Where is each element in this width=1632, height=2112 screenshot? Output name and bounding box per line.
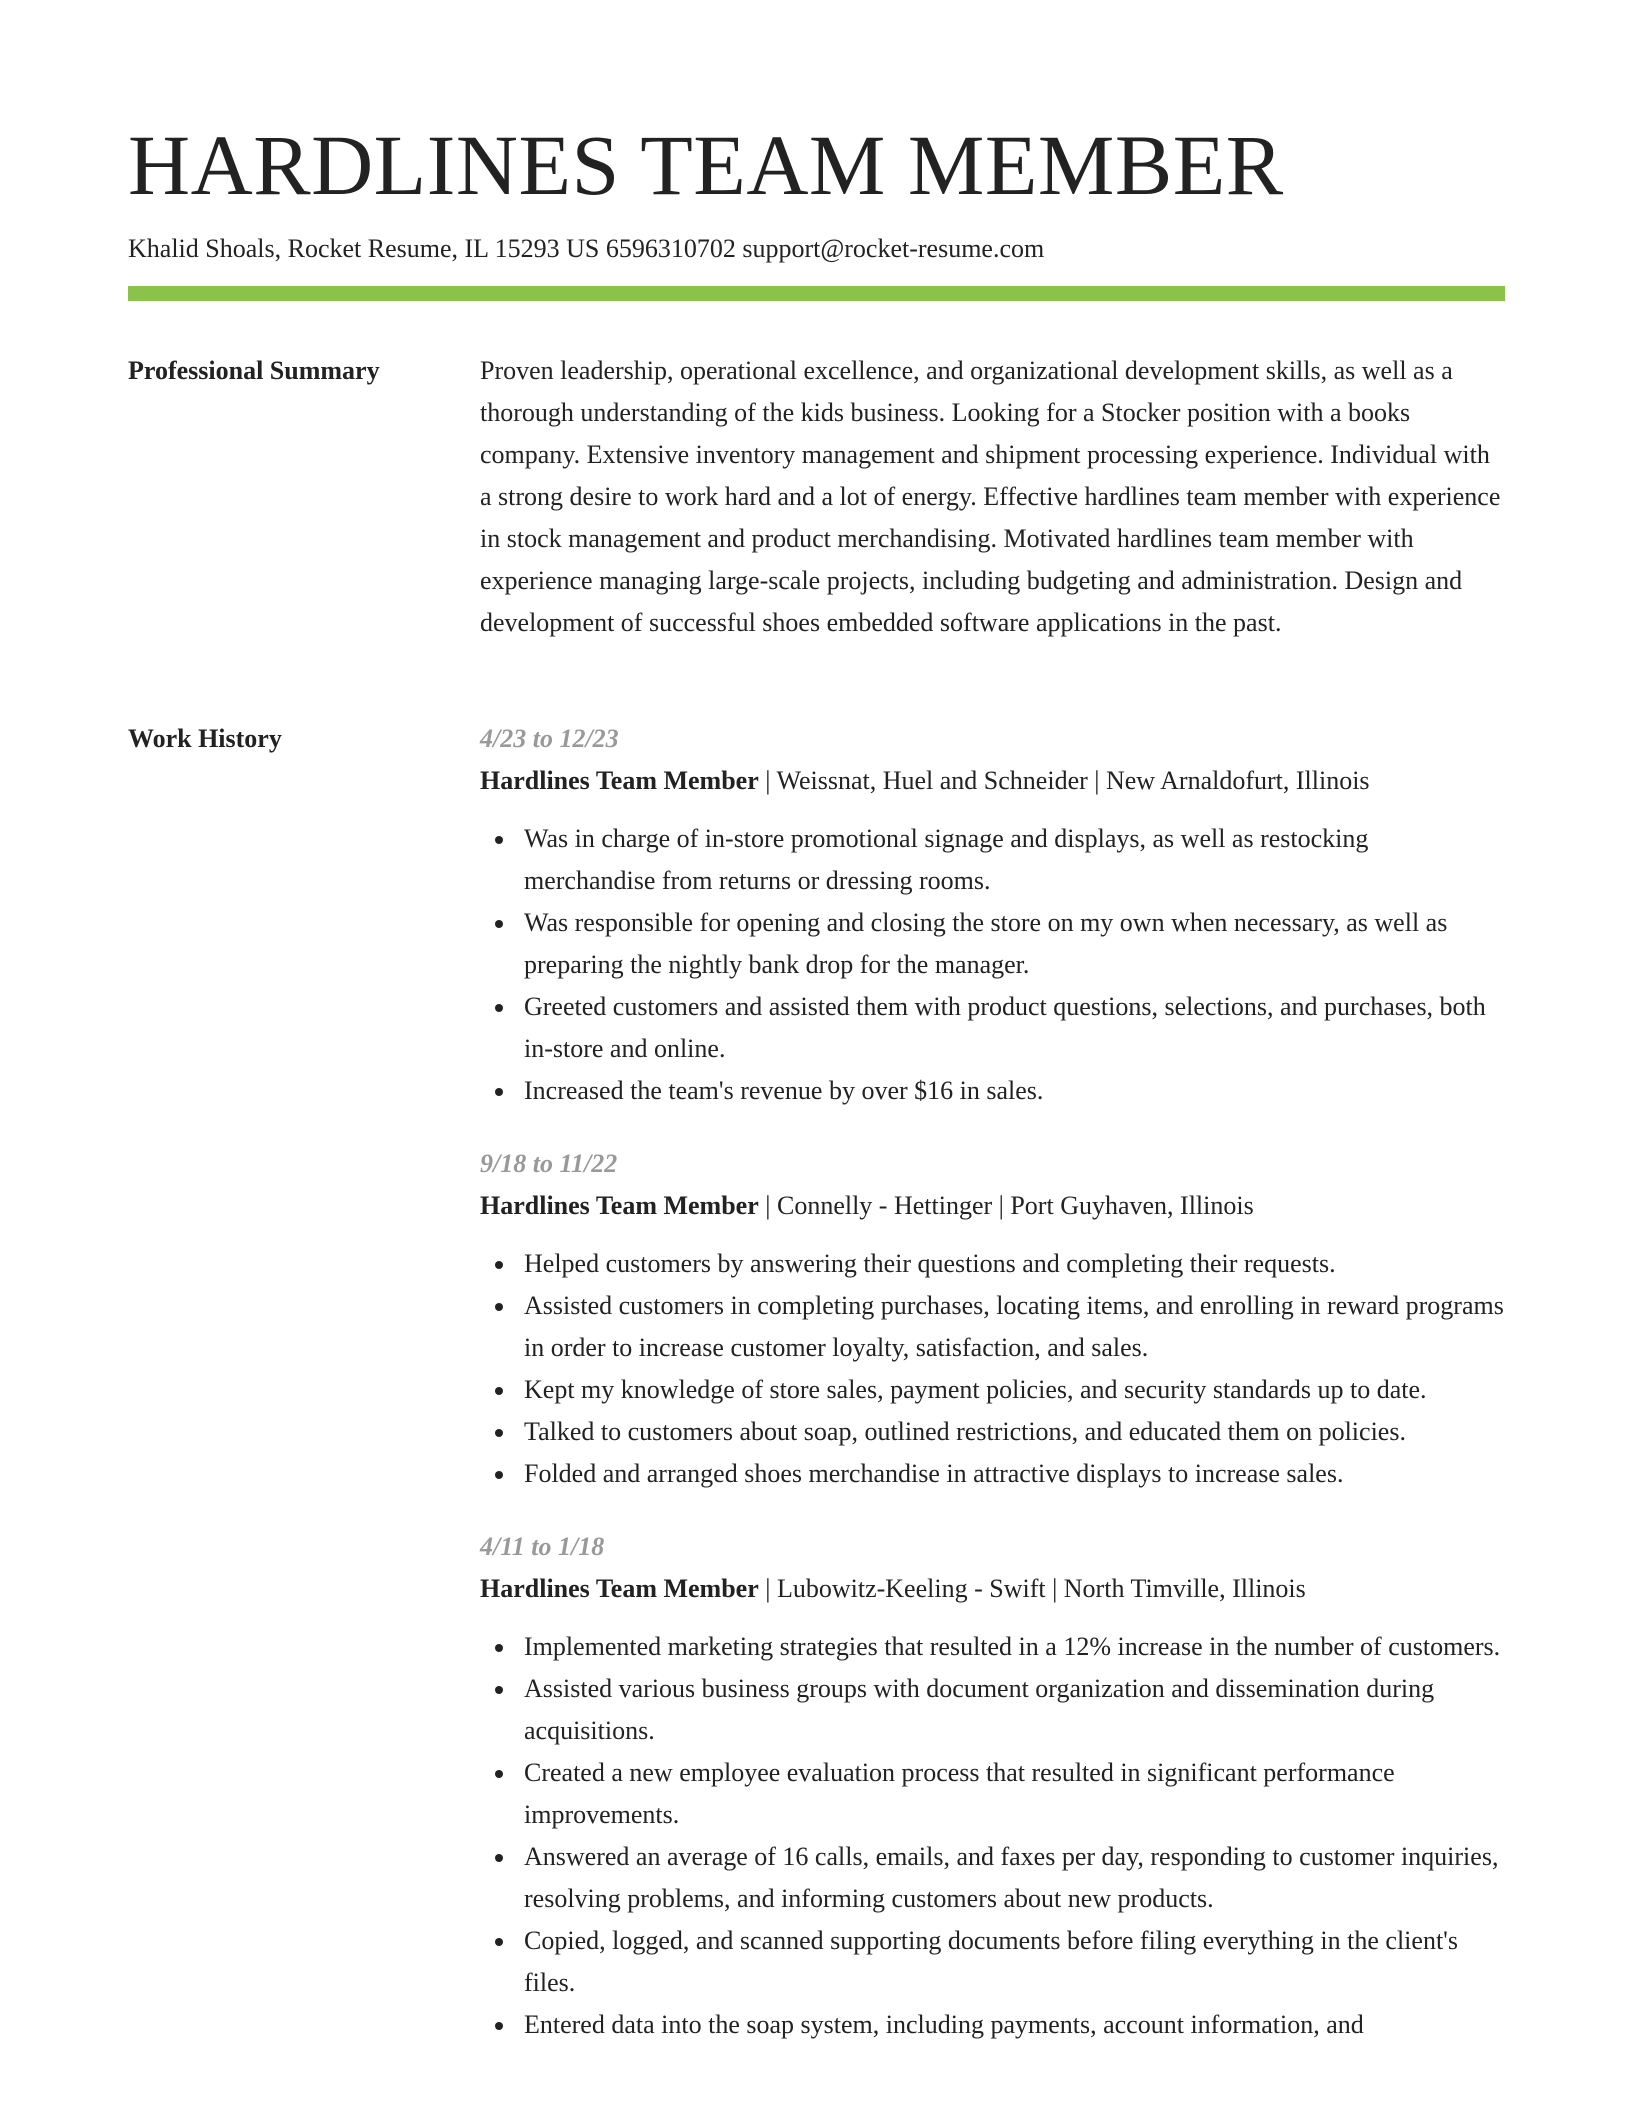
- job-bullet-text: Helped customers by answering their questions and completing their requests.: [524, 1249, 1336, 1278]
- job-bullet: [480, 1626, 1505, 1668]
- job-dates: 4/23 to 12/23: [480, 724, 619, 753]
- job-entry: [480, 718, 1505, 1112]
- job-bullet-list: [480, 818, 1505, 1112]
- job-title: Hardlines Team Member: [480, 766, 759, 795]
- job-dates: 4/11 to 1/18: [480, 1532, 605, 1561]
- job-bullet: [480, 1453, 1505, 1495]
- summary-label: Professional Summary: [128, 356, 380, 385]
- job-bullet: [480, 2004, 1505, 2046]
- bullet-icon: [495, 920, 503, 928]
- job-details: | Weissnat, Huel and Schneider | New Arnaldofurt, Illinois: [758, 766, 1370, 795]
- job-entry: [480, 1143, 1505, 1495]
- job-dates: 9/18 to 11/22: [480, 1149, 618, 1178]
- bullet-icon: [495, 1770, 503, 1778]
- job-bullet-text: Entered data into the soap system, including payments, account information, and: [524, 2010, 1364, 2039]
- job-bullet-text: Folded and arranged shoes merchandise in attractive displays to increase sales.: [524, 1459, 1344, 1488]
- job-bullet: [480, 1920, 1505, 2004]
- header-divider: [128, 286, 1505, 301]
- summary-section: [480, 350, 1505, 644]
- job-bullet: [480, 986, 1505, 1070]
- job-bullet: [480, 818, 1505, 902]
- job-bullet-text: Assisted various business groups with document organization and dissemination during acquisitions.: [524, 1674, 1435, 1745]
- bullet-icon: [495, 1854, 503, 1862]
- job-bullet: [480, 1070, 1505, 1112]
- job-bullet-text: Implemented marketing strategies that resulted in a 12% increase in the number of customers.: [524, 1632, 1501, 1661]
- job-bullet-text: Copied, logged, and scanned supporting documents before filing everything in the client's files.: [524, 1926, 1458, 1997]
- bullet-icon: [495, 1004, 503, 1012]
- job-title: Hardlines Team Member: [480, 1191, 759, 1220]
- contact-line: Khalid Shoals, Rocket Resume, IL 15293 US 6596310702 support@rocket-resume.com: [128, 234, 1045, 263]
- job-title: Hardlines Team Member: [480, 1574, 759, 1603]
- job-bullet-text: Increased the team's revenue by over $16 in sales.: [524, 1076, 1044, 1105]
- job-bullet-text: Was responsible for opening and closing the store on my own when necessary, as well as preparing the nightly bank drop for the manager.: [524, 908, 1448, 979]
- job-bullet-text: Kept my knowledge of store sales, payment policies, and security standards up to date.: [524, 1375, 1427, 1404]
- bullet-icon: [495, 1644, 503, 1652]
- job-bullet: [480, 1752, 1505, 1836]
- job-bullet-list: [480, 1626, 1505, 2046]
- work-history-section: [480, 718, 1505, 2077]
- bullet-icon: [495, 1429, 503, 1437]
- bullet-icon: [495, 836, 503, 844]
- bullet-icon: [495, 1471, 503, 1479]
- job-heading: [480, 1185, 1505, 1227]
- job-bullet: [480, 1243, 1505, 1285]
- bullet-icon: [495, 1686, 503, 1694]
- job-heading: [480, 760, 1505, 802]
- bullet-icon: [495, 1261, 503, 1269]
- work-history-label: Work History: [128, 724, 282, 753]
- job-bullet: [480, 1836, 1505, 1920]
- job-bullet: [480, 1369, 1505, 1411]
- resume-title: HARDLINES TEAM MEMBER: [128, 117, 1284, 213]
- job-bullet-text: Answered an average of 16 calls, emails, and faxes per day, responding to customer inquiries, resolving problems, and informing customers about new products.: [524, 1842, 1499, 1913]
- bullet-icon: [495, 2022, 503, 2030]
- job-entry: [480, 1526, 1505, 2046]
- bullet-icon: [495, 1088, 503, 1096]
- summary-text: Proven leadership, operational excellence, and organizational development skills, as well as a thorough understanding of the kids business. Looking for a Stocker position with a books company. Extensive inventory management and shipment processing experience. Individual with a strong desire to work hard and a lot of energy. Effective hardlines team member with experience in stock management and product merchandising. Motivated hardlines team member with experience managing large-scale projects, including budgeting and administration. Design and development of successful shoes embedded software applications in the past.: [480, 356, 1501, 637]
- job-bullet-text: Assisted customers in completing purchases, locating items, and enrolling in reward programs in order to increase customer loyalty, satisfaction, and sales.: [524, 1291, 1504, 1362]
- job-bullet: [480, 1411, 1505, 1453]
- job-bullet-text: Created a new employee evaluation process that resulted in significant performance improvements.: [524, 1758, 1395, 1829]
- job-details: | Connelly - Hettinger | Port Guyhaven, Illinois: [758, 1191, 1254, 1220]
- bullet-icon: [495, 1387, 503, 1395]
- job-bullet-text: Talked to customers about soap, outlined restrictions, and educated them on policies.: [524, 1417, 1406, 1446]
- bullet-icon: [495, 1303, 503, 1311]
- job-bullet: [480, 1668, 1505, 1752]
- job-bullet-text: Greeted customers and assisted them with product questions, selections, and purchases, both in-store and online.: [524, 992, 1486, 1063]
- job-bullet-text: Was in charge of in-store promotional signage and displays, as well as restocking merchandise from returns or dressing rooms.: [524, 824, 1369, 895]
- job-bullet: [480, 1285, 1505, 1369]
- job-bullet: [480, 902, 1505, 986]
- job-details: | Lubowitz-Keeling - Swift | North Timville, Illinois: [758, 1574, 1306, 1603]
- bullet-icon: [495, 1938, 503, 1946]
- job-heading: [480, 1568, 1505, 1610]
- job-bullet-list: [480, 1243, 1505, 1495]
